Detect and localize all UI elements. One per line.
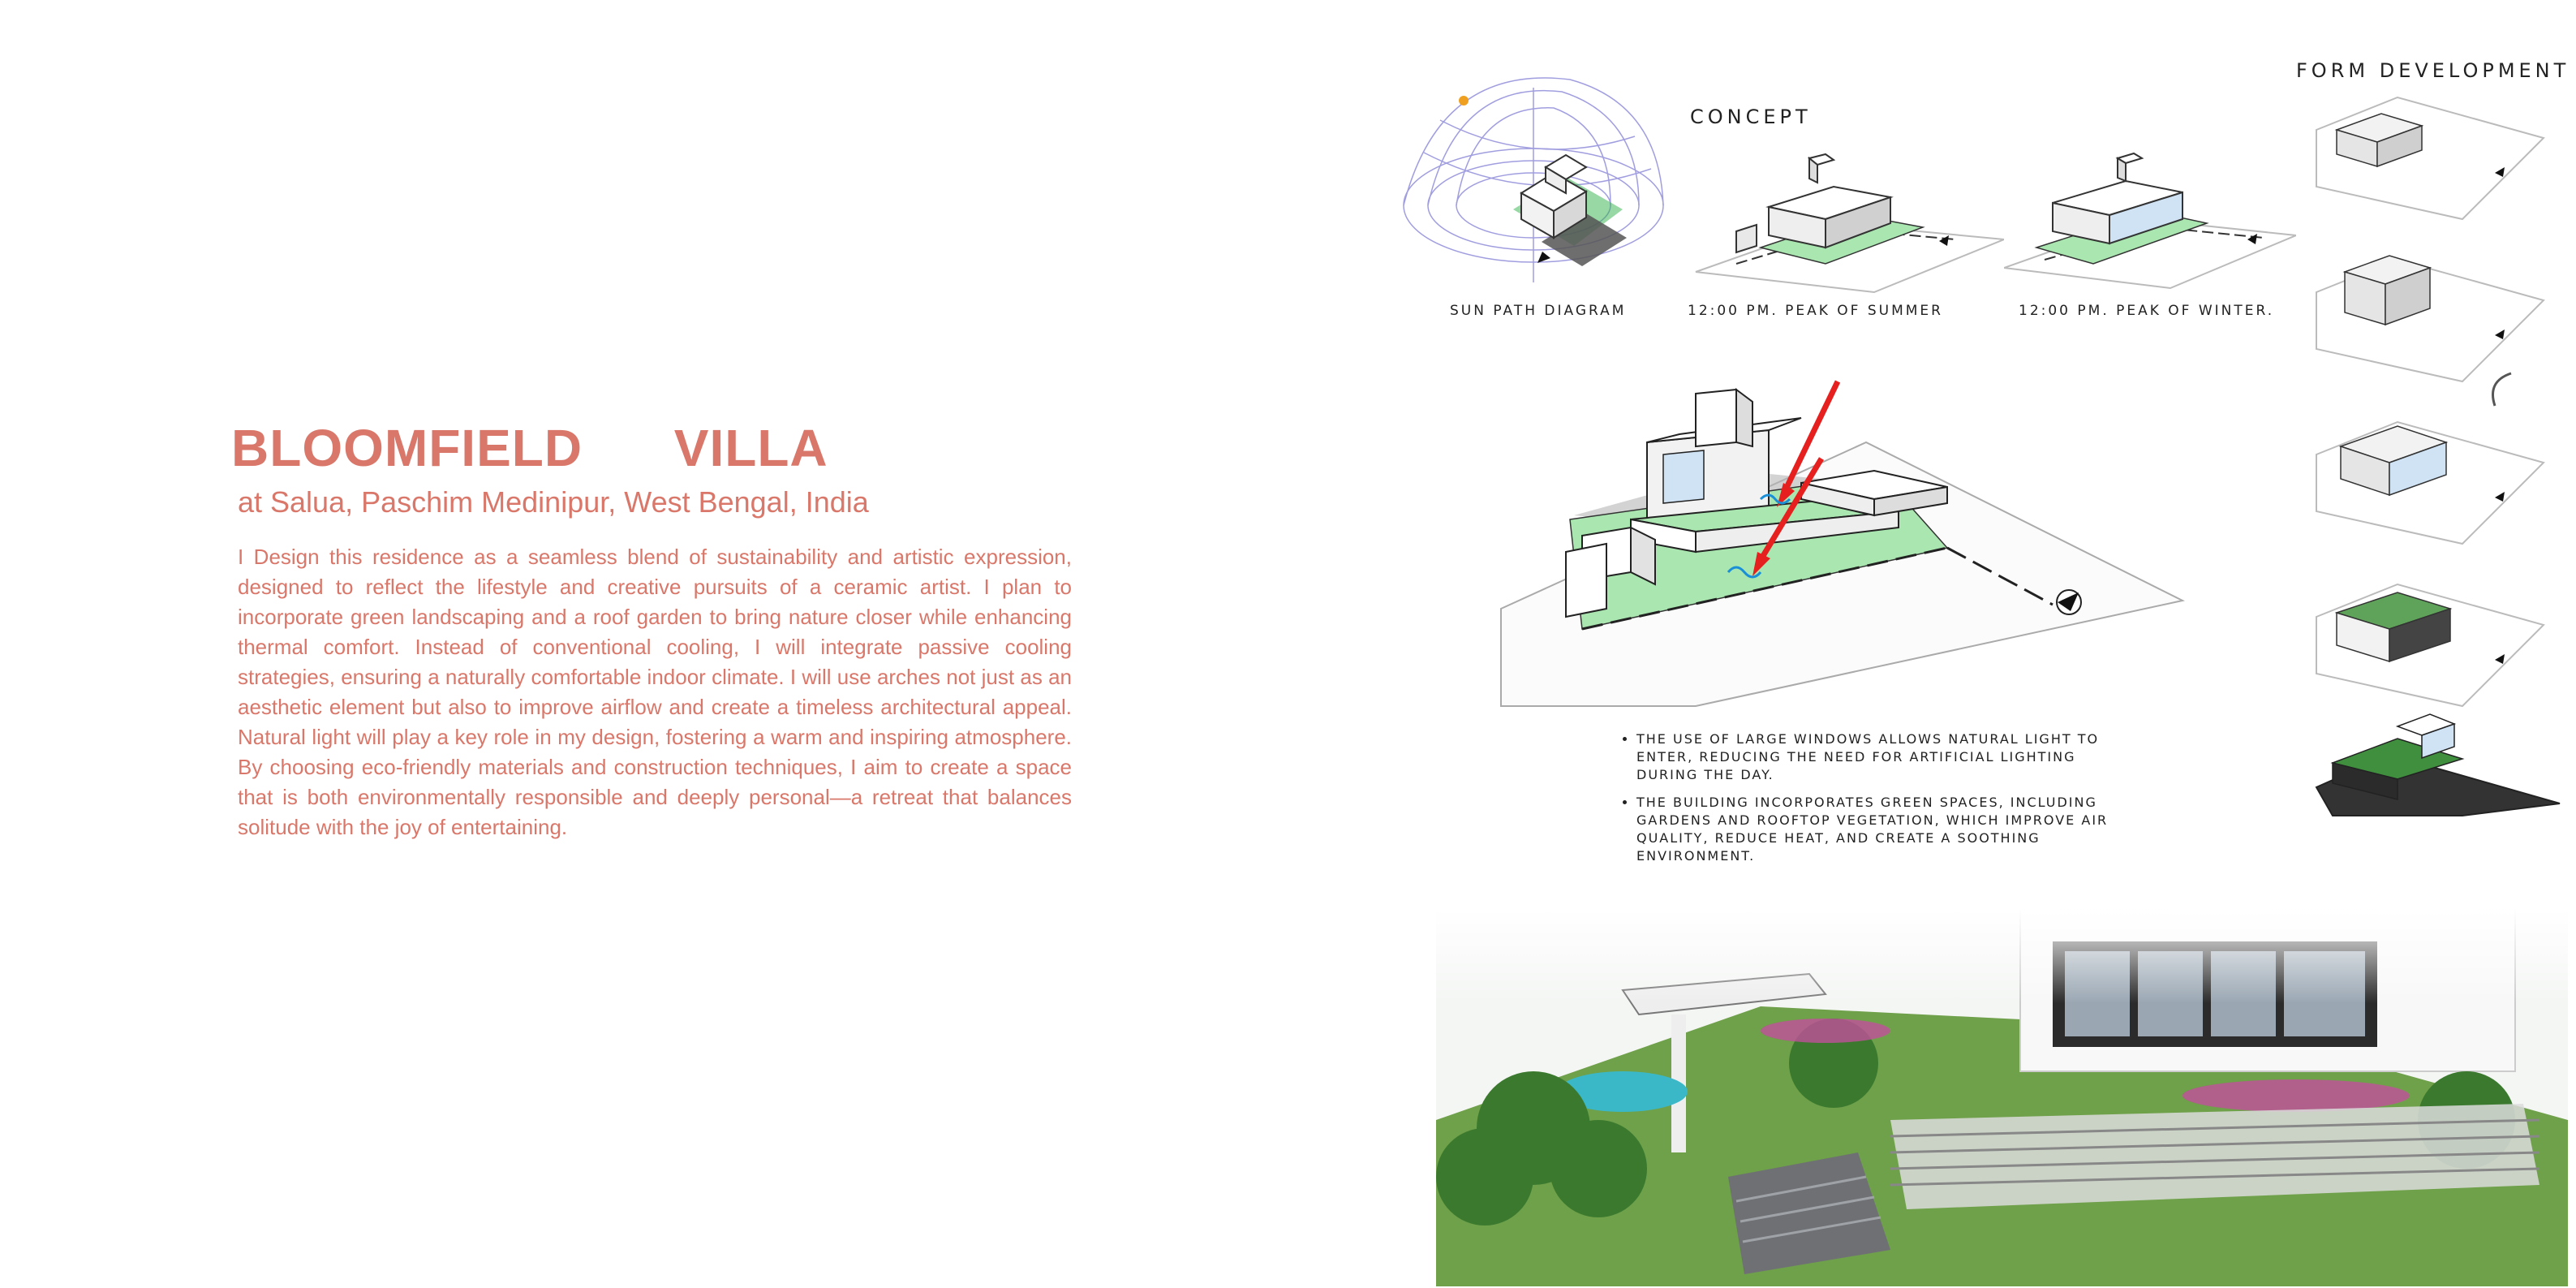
summer-concept-diagram	[1688, 134, 2004, 296]
roof-garden-render	[1436, 909, 2568, 1286]
form-development-stages	[2300, 81, 2572, 844]
form-development-heading: FORM DEVELOPMENT	[2296, 59, 2570, 82]
concept-heading: CONCEPT	[1690, 106, 1812, 128]
note-green-spaces: • THE BUILDING INCORPORATES GREEN SPACES, INCLUDING GARDENS AND ROOFTOP VEGETATION, WHICH IMPROVE AIR QUALITY, REDUCE HEAT, AND CREATE A SOOTHING ENVIRONMENT.	[1636, 794, 2138, 865]
airflow-isometric-diagram	[1493, 369, 2191, 710]
form-stage-2	[2316, 256, 2544, 381]
note-natural-light: • THE USE OF LARGE WINDOWS ALLOWS NATURAL LIGHT TO ENTER, REDUCING THE NEED FOR ARTIFICIAL LIGHTING DURING THE DAY.	[1636, 730, 2138, 784]
form-stage-1	[2316, 97, 2544, 219]
form-stage-4	[2316, 584, 2544, 706]
project-title: BLOOMFIELD VILLA	[231, 419, 828, 477]
caption-summer: 12:00 PM. PEAK OF SUMMER	[1688, 303, 1943, 319]
project-location: at Salua, Paschim Medinipur, West Bengal, India	[238, 485, 869, 519]
form-stage-3	[2316, 373, 2544, 544]
caption-sun-path: SUN PATH DIAGRAM	[1450, 303, 1627, 319]
project-description: I Design this residence as a seamless blend of sustainability and artistic expression, designed to reflect the lifestyle and creative pursuits of a ceramic artist. I plan to incorporate green landscaping and a roof garden to bring nature closer while enhancing thermal comfort. Instead of conventional cooling, I will integrate passive cooling strategies, ensuring a naturally comfortable indoor climate. I will use arches not just as an aesthetic element but also to improve airflow and create a timeless architectural appeal. Natural light will play a key role in my design, fostering a warm and inspiring atmosphere. By choosing eco-friendly materials and construction techniques, I aim to create a space that is both environmentally responsible and deeply personal—a retreat that balances solitude with the joy of entertaining.	[238, 545, 1072, 839]
caption-winter: 12:00 PM. PEAK OF WINTER.	[2019, 303, 2275, 319]
design-notes	[1619, 730, 2138, 875]
form-stage-5	[2316, 714, 2560, 816]
sun-path-diagram	[1391, 71, 1675, 299]
winter-concept-diagram	[2004, 134, 2296, 296]
